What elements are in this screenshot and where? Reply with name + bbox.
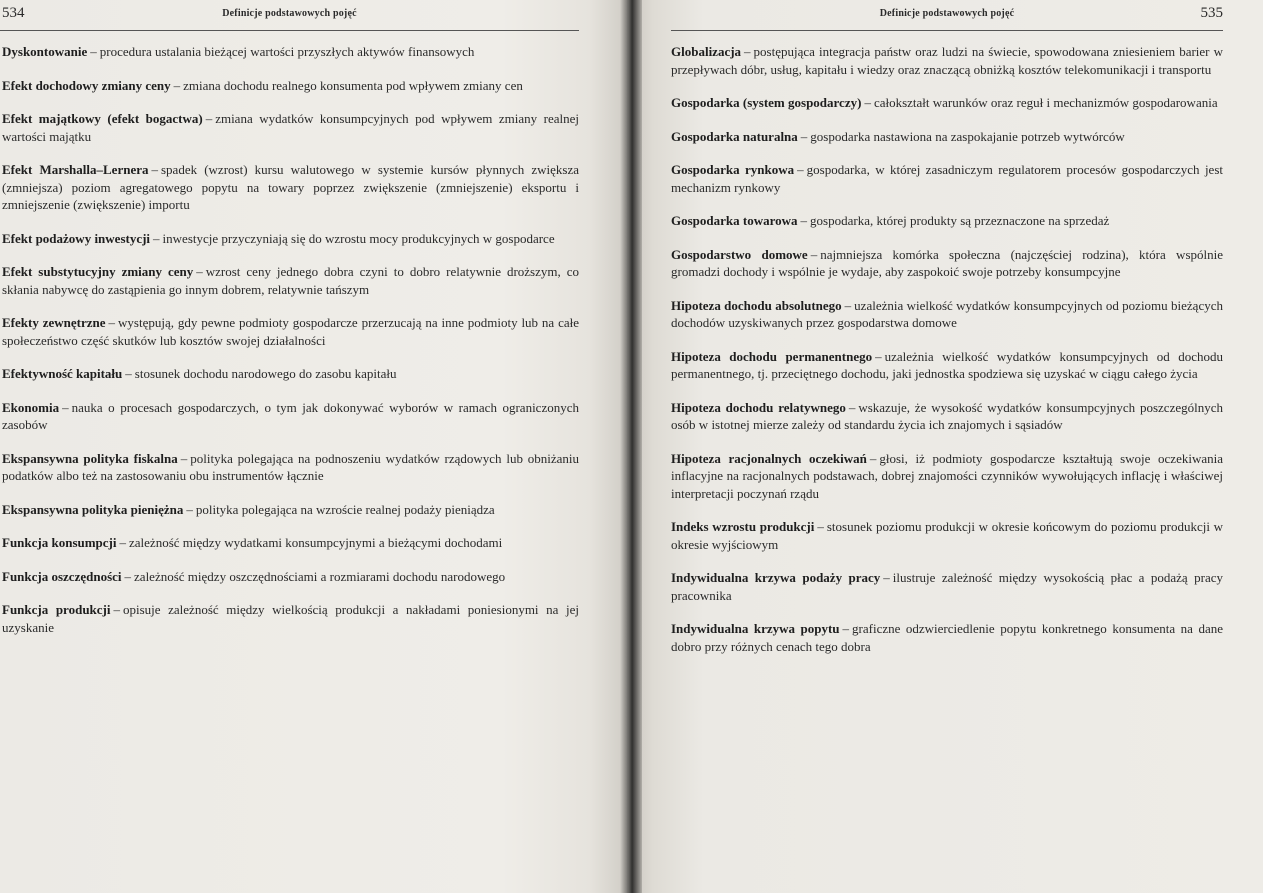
glossary-definition: gospodarka, której produkty są przeznaczone na sprzedaż [810,213,1110,228]
glossary-entry [2,110,579,145]
glossary-definition: opisuje zależność między wielkością produkcji a nakładami poniesionymi na jej uzyskanie [2,602,579,635]
glossary-definition: zmiana dochodu realnego konsumenta pod wpływem zmiany cen [183,77,523,93]
left-running-title: Definicje podstawowych pojęć [222,8,357,19]
glossary-definition: gospodarka nastawiona na zaspokajanie potrzeb wytwórców [810,128,1125,144]
term-separator: – [842,621,850,636]
glossary-definition: zależność między oszczędnościami a rozmiarami dochodu narodowego [134,568,506,584]
glossary-term: Hipoteza dochodu relatywnego [671,399,846,415]
glossary-entry [2,399,579,434]
left-entry-list [0,43,579,636]
glossary-entry [2,365,579,383]
glossary-term: Indeks wzrostu produkcji [671,519,815,534]
glossary-entry [2,263,579,298]
term-separator: – [810,246,818,262]
right-entry-list [649,43,1223,655]
glossary-definition: wskazuje, że wysokość wydatków konsumpcyjnych poszczególnych osób w istotnej mierze zależy od standardu życia ich znajomych i sąsiadów [671,399,1223,432]
glossary-definition: gospodarka, w której zasadniczym regulatorem procesów gospodarczych jest mechanizm rynkowy [671,162,1223,195]
glossary-term: Hipoteza racjonalnych oczekiwań [671,450,867,466]
glossary-entry [2,314,579,349]
term-separator: – [800,213,808,228]
term-separator: – [817,519,824,534]
glossary-entry [2,77,579,95]
glossary-entry [671,348,1223,383]
glossary-term: Efekt dochodowy zmiany ceny [2,77,171,93]
term-separator: – [875,348,882,364]
term-separator: – [797,162,804,177]
left-page-header [0,0,579,31]
term-separator: – [151,162,158,177]
glossary-entry [2,501,579,519]
glossary-term: Indywidualna krzywa popytu [671,621,840,636]
glossary-entry [671,297,1223,332]
glossary-term: Funkcja produkcji [2,602,111,617]
glossary-entry [2,534,579,552]
term-separator: – [62,399,69,415]
glossary-entry [671,212,1223,230]
glossary-term: Dyskontowanie [2,44,88,59]
term-separator: – [125,366,132,381]
glossary-definition: stosunek poziomu produkcji w okresie końcowym do poziomu produkcji w okresie wyjściowym [671,519,1223,552]
right-running-title: Definicje podstawowych pojęć [879,8,1015,19]
glossary-term: Gospodarka rynkowa [671,162,795,177]
glossary-definition: całokształt warunków oraz reguł i mechanizmów gospodarowania [873,95,1218,110]
term-separator: – [883,570,890,585]
glossary-term: Efekt podażowy inwestycji [2,230,151,246]
glossary-term: Efektywność kapitału [2,366,123,381]
right-page-number: 535 [1200,5,1223,21]
glossary-entry [2,601,579,636]
glossary-term: Hipoteza dochodu absolutnego [671,297,842,313]
glossary-term: Efekt Marshalla–Lernera [2,162,149,177]
glossary-entry [671,161,1223,196]
glossary-term: Gospodarka naturalna [671,128,798,144]
glossary-term: Hipoteza dochodu permanentnego [671,348,873,364]
glossary-entry [671,246,1223,281]
term-separator: – [205,111,213,126]
term-separator: – [869,450,877,466]
glossary-term: Gospodarstwo domowe [671,246,808,262]
glossary-term: Globalizacja [671,44,742,59]
term-separator: – [90,44,97,59]
term-separator: – [186,501,193,517]
glossary-entry [671,620,1223,655]
term-separator: – [196,264,203,279]
left-page [0,0,627,893]
glossary-entry [671,128,1223,146]
glossary-entry [671,450,1223,503]
term-separator: – [800,128,808,144]
glossary-definition: głosi, iż podmioty gospodarcze kształtują swoje oczekiwania inflacyjne na racjonalnych podstawach, dobrej znajomości czynników wywołujących inflację i właściwej interpretacji poczynań rządu [671,450,1223,501]
glossary-definition: zmiana wydatków konsumpcyjnych pod wpływem zmiany realnej wartości majątku [2,111,579,144]
term-separator: – [108,315,116,330]
glossary-definition: uzależnia wielkość wydatków konsumpcyjnych od poziomu bieżących dochodów uzyskiwanych przez gospodarstwa domowe [671,297,1223,330]
glossary-entry [2,43,579,61]
glossary-term: Efekt majątkowy (efekt bogactwa) [2,111,203,126]
glossary-definition: inwestycje przyczyniają się do wzrostu mocy produkcyjnych w gospodarce [162,230,555,246]
glossary-definition: spadek (wzrost) kursu walutowego w systemie kursów płynnych zwiększa (zmniejsza) poziom agregatowego popytu na towary poprzez zwiększenie (zmniejszenie) eksportu i zmniejszenie (zwiększenie) importu [2,162,579,212]
right-page [627,0,1263,893]
term-separator: – [864,95,871,110]
term-separator: – [153,230,160,246]
glossary-definition: polityka polegająca na podnoszeniu wydatków rządowych lub obniżaniu podatków albo też na zastosowaniu obu instrumentów łącznie [2,450,579,483]
glossary-definition: nauka o procesach gospodarczych, o tym jak dokonywać wyborów w ramach ograniczonych zasobów [2,399,579,432]
term-separator: – [848,399,856,415]
term-separator: – [113,602,120,617]
right-page-header [671,0,1223,31]
term-separator: – [844,297,852,313]
term-separator: – [119,535,126,550]
glossary-definition: graficzne odzwierciedlenie popytu konkretnego konsumenta na dane dobro przy różnych cenach tego dobra [671,621,1223,654]
glossary-definition: wzrost ceny jednego dobra czyni to dobro relatywnie droższym, co skłania nabywcę do zastąpienia go innym dobrem, relatywnie tańszym [2,264,579,297]
glossary-term: Indywidualna krzywa podaży pracy [671,570,881,585]
glossary-entry [671,94,1223,112]
glossary-entry [671,43,1223,78]
glossary-term: Gospodarka towarowa [671,213,798,228]
term-separator: – [744,44,751,59]
glossary-term: Ekspansywna polityka fiskalna [2,450,178,466]
glossary-definition: zależność między wydatkami konsumpcyjnymi a bieżącymi dochodami [129,535,503,550]
glossary-term: Efekt substytucyjny zmiany ceny [2,264,194,279]
glossary-term: Funkcja konsumpcji [2,535,117,550]
glossary-definition: procedura ustalania bieżącej wartości przyszłych aktywów finansowych [99,44,475,59]
glossary-entry [2,568,579,586]
glossary-definition: polityka polegająca na wzroście realnej podaży pieniądza [195,501,495,517]
glossary-entry [2,450,579,485]
glossary-definition: najmniejsza komórka społeczna (najczęściej rodzina), która wspólnie gromadzi dochody i wspólnie je wydaje, aby zaspokoić swoje potrzeby konsumpcyjne [671,246,1223,279]
left-page-number: 534 [2,5,25,21]
glossary-entry [2,161,579,214]
glossary-entry [671,399,1223,434]
glossary-term: Efekty zewnętrzne [2,315,106,330]
glossary-term: Funkcja oszczędności [2,568,122,584]
glossary-definition: ilustruje zależność między wysokością płac a podażą pracy pracownika [671,570,1223,603]
term-separator: – [124,568,132,584]
term-separator: – [173,77,181,93]
glossary-definition: występują, gdy pewne podmioty gospodarcze przerzucają na inne podmioty lub na całe społeczeństwo część skutków lub kosztów swojej działalności [2,315,580,348]
glossary-term: Ekonomia [2,399,60,415]
glossary-entry [671,569,1223,604]
glossary-term: Gospodarka (system gospodarczy) [671,95,862,110]
glossary-entry [2,230,579,248]
glossary-definition: stosunek dochodu narodowego do zasobu kapitału [134,366,397,381]
glossary-entry [671,518,1223,553]
glossary-definition: uzależnia wielkość wydatków konsumpcyjnych od dochodu permanentnego, tj. przeciętnego dochodu, jaki jednostka spodziewa się uzyskać w ciągu całego życia [671,348,1223,381]
glossary-definition: postępująca integracja państw oraz ludzi na świecie, spowodowana zniesieniem barier w przepływach dóbr, usług, kapitału i wiedzy oraz znaczącą obniżką kosztów telekomunikacji i transportu [671,44,1223,77]
term-separator: – [180,450,188,466]
glossary-term: Ekspansywna polityka pieniężna [2,501,184,517]
